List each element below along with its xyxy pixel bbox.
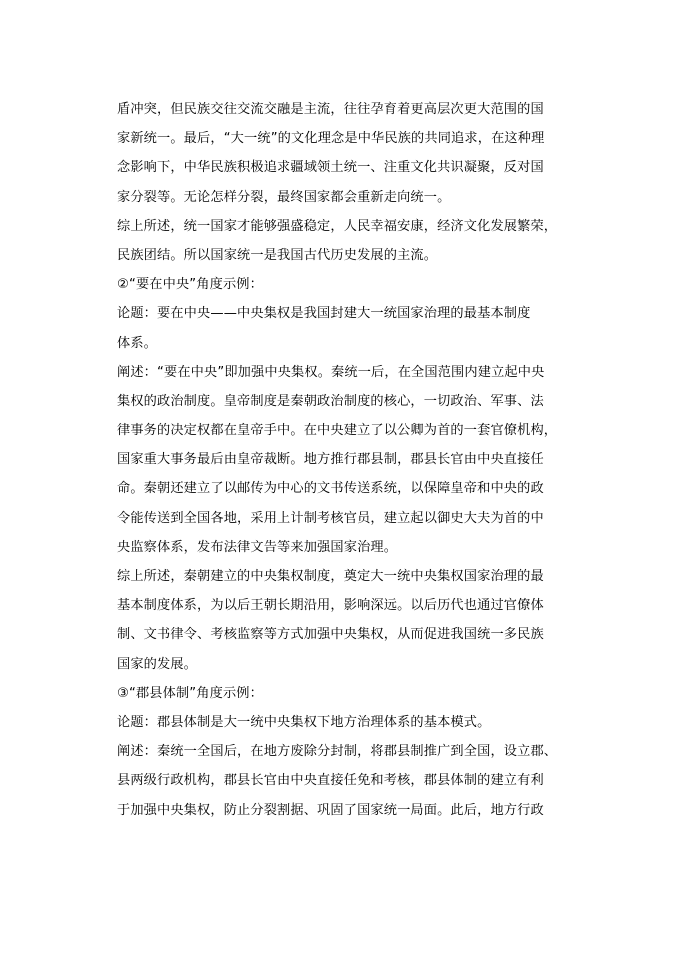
- text-line: 论题：郡县体制是大一统中央集权下地方治理体系的基本模式。: [117, 714, 491, 730]
- text-line: 令能传送到全国各地，采用上计制考核官员，建立起以御史大夫为首的中: [117, 510, 544, 526]
- text-line: 论题：要在中央——中央集权是我国封建大一统国家治理的最基本制度: [117, 306, 531, 322]
- text-line: 念影响下，中华民族积极追求疆域领土统一、注重文化共识凝聚，反对国: [117, 160, 544, 176]
- text-line: 基本制度体系，为以后王朝长期沿用，影响深远。以后历代也通过官僚体: [117, 598, 544, 614]
- text-line: 国家的发展。: [117, 656, 198, 672]
- text-line: 制、文书律令、考核监察等方式加强中央集权，从而促进我国统一多民族: [117, 627, 544, 643]
- section-heading: ③“郡县体制”角度示例：: [117, 685, 263, 701]
- text-line: 家新统一。最后，“大一统”的文化理念是中华民族的共同追求，在这种理: [117, 131, 545, 147]
- text-line: 体系。: [117, 335, 158, 351]
- text-line: 家分裂等。无论怎样分裂，最终国家都会重新走向统一。: [117, 189, 451, 205]
- text-line: 于加强中央集权，防止分裂割据、巩固了国家统一局面。此后，地方行政: [117, 802, 544, 818]
- text-line: 律事务的决定权都在皇帝手中。在中央建立了以公卿为首的一套官僚机构，: [117, 423, 558, 439]
- text-line: 民族团结。所以国家统一是我国古代历史发展的主流。: [117, 247, 438, 263]
- text-line: 综上所述，秦朝建立的中央集权制度，奠定大一统中央集权国家治理的最: [117, 569, 544, 584]
- text-line: 命。秦朝还建立了以邮传为中心的文书传送系统，以保障皇帝和中央的政: [117, 481, 544, 497]
- document-body: [117, 95, 577, 825]
- text-line: 综上所述，统一国家才能够强盛稳定，人民幸福安康，经济文化发展繁荣，: [117, 218, 558, 234]
- text-line: 央监察体系，发布法律文告等来加强国家治理。: [117, 539, 398, 555]
- section-heading: ②“要在中央”角度示例：: [117, 277, 263, 293]
- text-line: 县两级行政机构，郡县长官由中央直接任免和考核，郡县体制的建立有利: [117, 773, 544, 789]
- text-line: 国家重大事务最后由皇帝裁断。地方推行郡县制，郡县长官由中央直接任: [117, 452, 544, 468]
- text-line: 阐述：秦统一全国后，在地方废除分封制，将郡县制推广到全国，设立郡、: [117, 744, 558, 760]
- text-line: 阐述：“要在中央”即加强中央集权。秦统一后，在全国范围内建立起中央: [117, 364, 545, 380]
- text-line: 集权的政治制度。皇帝制度是秦朝政治制度的核心，一切政治、军事、法: [117, 393, 544, 409]
- text-line: 盾冲突，但民族交往交流交融是主流，往往孕育着更高层次更大范围的国: [117, 102, 544, 117]
